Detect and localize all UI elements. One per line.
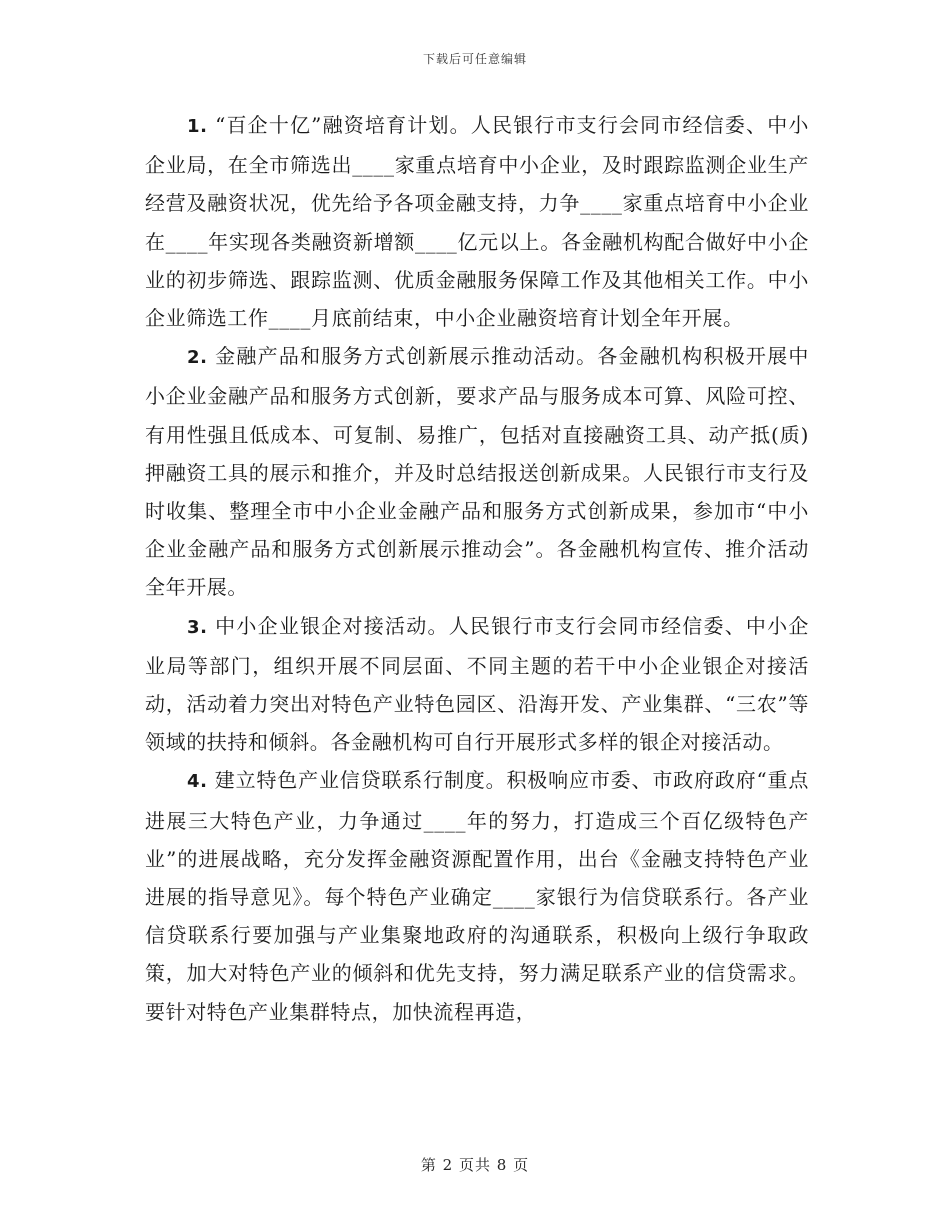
paragraph-1 (145, 106, 809, 337)
paragraph-number: 1. (187, 116, 208, 137)
page-number-footer: 第 2 页共 8 页 (420, 1156, 530, 1174)
document-body (145, 106, 809, 1031)
paragraph-number: 2. (187, 347, 208, 369)
paragraph-3 (145, 607, 809, 762)
paragraph-text: “百企十亿”融资培育计划。人民银行市支行会同市经信委、中小企业局，在全市筛选出____家重点培育中小企业，及时跟踪监测企业生产经营及融资状况，优先给予各项金融支持，力争____家重点培育中小企业在____年实现各类融资新增额____亿元以上。各金融机构配合做好中小企业的初步筛选、跟踪监测、优质金融服务保障工作及其他相关工作。中小企业筛选工作____月底前结束，中小企业融资培育计划全年开展。 (145, 113, 809, 331)
paragraph-4 (145, 761, 809, 1030)
paragraph-text: 中小企业银企对接活动。人民银行市支行会同市经信委、中小企业局等部门，组织开展不同层面、不同主题的若干中小企业银企对接活动，活动着力突出对特色产业特色园区、沿海开发、产业集群、“三农”等领域的扶持和倾斜。各金融机构可自行开展形式多样的银企对接活动。 (145, 613, 809, 755)
paragraph-text: 建立特色产业信贷联系行制度。积极响应市委、市政府政府“重点进展三大特色产业，力争通过____年的努力，打造成三个百亿级特色产业”的进展战略，充分发挥金融资源配置作用，出台《金融支持特色产业进展的指导意见》。每个特色产业确定____家银行为信贷联系行。各产业信贷联系行要加强与产业集聚地政府的沟通联系，积极向上级行争取政策，加大对特色产业的倾斜和优先支持，努力满足联系产业的信贷需求。要针对特色产业集群特点，加快流程再造， (145, 768, 809, 1024)
paragraph-2 (145, 337, 809, 606)
paragraph-text: 金融产品和服务方式创新展示推动活动。各金融机构积极开展中小企业金融产品和服务方式创新，要求产品与服务成本可算、风险可控、有用性强且低成本、可复制、易推广，包括对直接融资工具、动产抵(质)押融资工具的展示和推介，并及时总结报送创新成果。人民银行市支行及时收集、整理全市中小企业金融产品和服务方式创新成果，参加市“中小企业金融产品和服务方式创新展示推动会”。各金融机构宣传、推介活动全年开展。 (145, 344, 809, 600)
paragraph-number: 3. (187, 616, 208, 638)
paragraph-number: 4. (187, 771, 208, 793)
page-header: 下载后可任意编辑 (422, 52, 527, 66)
